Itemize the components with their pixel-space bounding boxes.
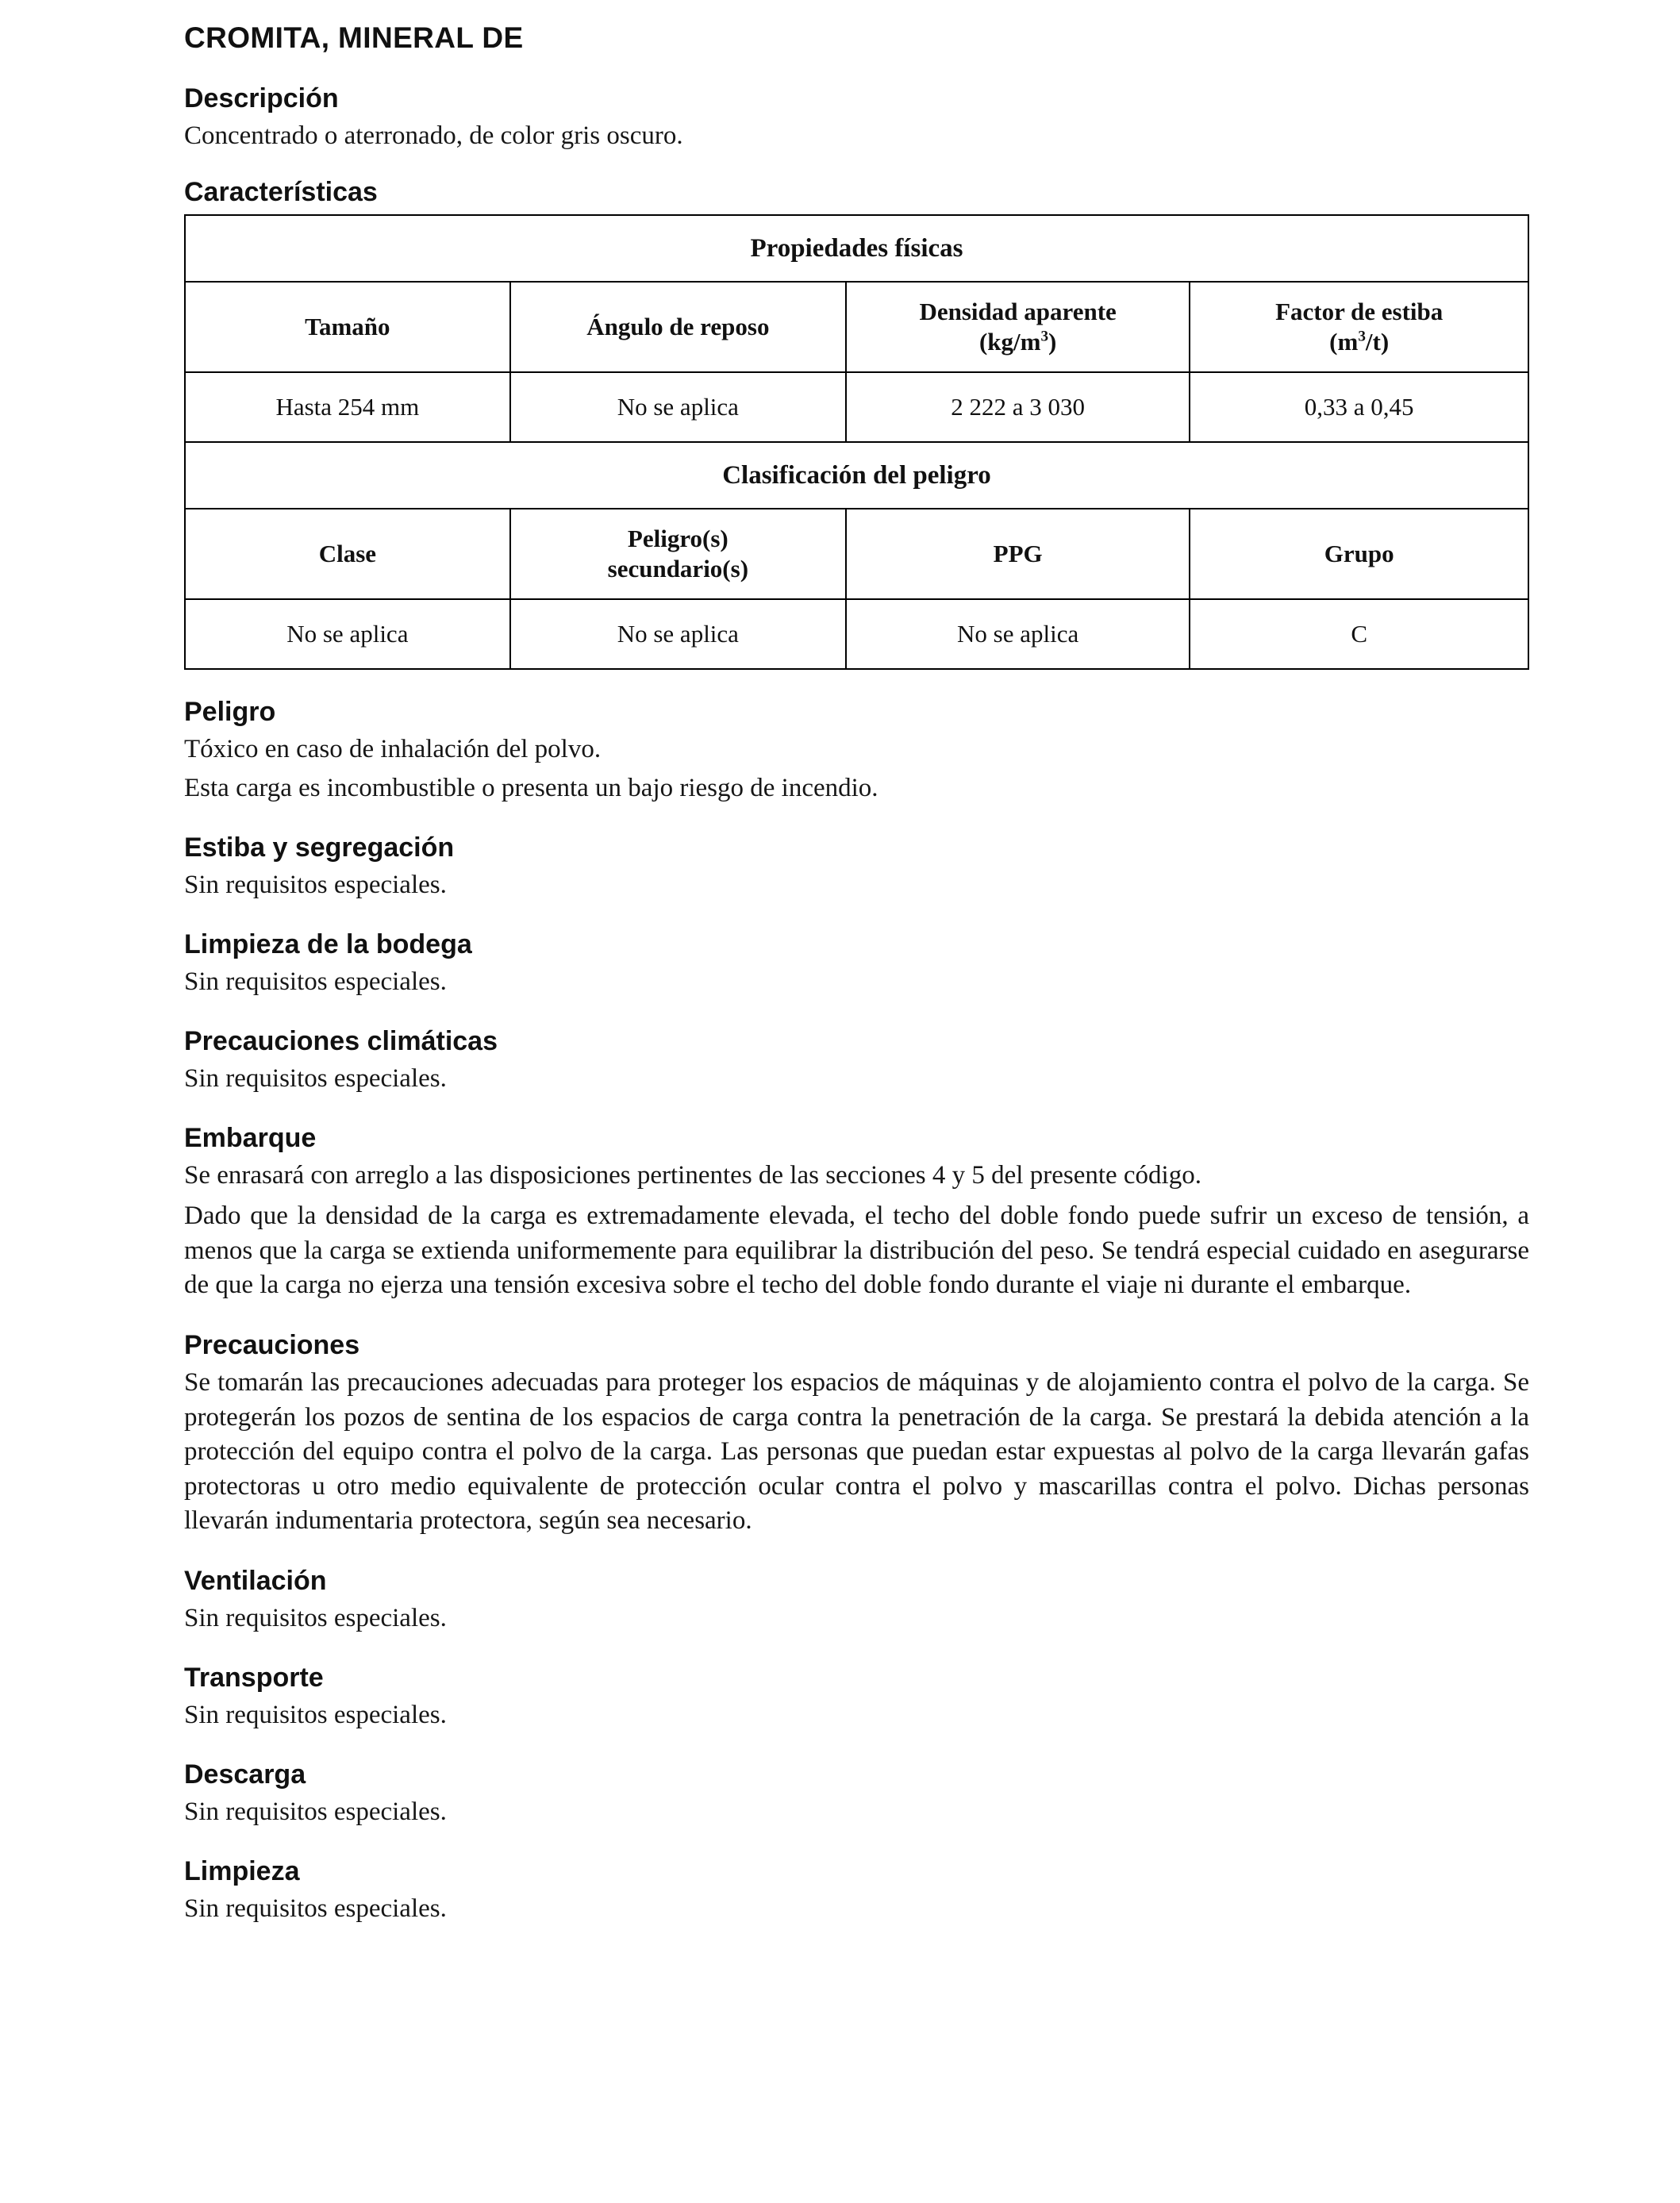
descarga-text: Sin requisitos especiales.: [184, 1797, 447, 1826]
limpieza-bodega-text: Sin requisitos especiales.: [184, 967, 447, 996]
precauciones-climaticas-text: Sin requisitos especiales.: [184, 1063, 447, 1093]
densidad-unit-pre: (kg/m: [978, 327, 1041, 356]
header-factor-line1: Factor de estiba: [1275, 297, 1444, 325]
factor-unit-post: /t): [1365, 327, 1390, 356]
densidad-unit-sup: 3: [1040, 328, 1049, 345]
section-limpieza: [184, 1856, 1529, 1926]
header-angulo-reposo: Ángulo de reposo: [510, 282, 846, 372]
header-factor-estiba: [1190, 282, 1528, 372]
section-heading-limpieza-bodega: Limpieza de la bodega: [184, 928, 472, 959]
table-row-physical-band: [185, 215, 1528, 282]
section-precauciones-climaticas: [184, 1026, 1529, 1096]
descripcion-text: Concentrado o aterronado, de color gris oscuro.: [184, 121, 683, 150]
section-peligro: [184, 697, 1529, 805]
section-heading-limpieza: Limpieza: [184, 1855, 300, 1886]
section-heading-precauciones-climaticas: Precauciones climáticas: [184, 1025, 498, 1056]
header-tamano: Tamaño: [185, 282, 510, 372]
value-angulo-reposo: No se aplica: [510, 372, 846, 442]
value-grupo: C: [1190, 599, 1528, 669]
section-precauciones: [184, 1330, 1529, 1539]
section-descripcion: [184, 83, 1529, 153]
embarque-paragraph-1: Se enrasará con arreglo a las disposiciones pertinentes de las secciones 4 y 5 del presente código.: [184, 1160, 1201, 1190]
peligro-line-1: Tóxico en caso de inhalación del polvo.: [184, 734, 602, 763]
header-peligro-secundario: [510, 509, 846, 599]
header-clase: Clase: [185, 509, 510, 599]
section-heading-precauciones: Precauciones: [184, 1329, 360, 1360]
section-limpieza-bodega: [184, 929, 1529, 999]
section-heading-ventilacion: Ventilación: [184, 1565, 327, 1596]
section-heading-descarga: Descarga: [184, 1759, 306, 1790]
factor-unit-pre: (m: [1329, 327, 1359, 356]
section-heading-peligro: Peligro: [184, 696, 276, 727]
peligro-line-2: Esta carga es incombustible o presenta un bajo riesgo de incendio.: [184, 773, 878, 802]
section-heading-estiba-segregacion: Estiba y segregación: [184, 832, 455, 863]
table-row-hazard-values: [185, 599, 1528, 669]
section-heading-transporte: Transporte: [184, 1662, 324, 1693]
table-row-hazard-band: [185, 442, 1528, 509]
table-row-physical-values: [185, 372, 1528, 442]
value-densidad-aparente: 2 222 a 3 030: [846, 372, 1190, 442]
section-embarque: [184, 1123, 1529, 1303]
section-heading-descripcion: Descripción: [184, 83, 339, 113]
value-ppg: No se aplica: [846, 599, 1190, 669]
header-densidad-unit: [979, 328, 1056, 356]
header-peligro-sec-line2: secundario(s): [607, 554, 749, 582]
header-densidad-aparente: [846, 282, 1190, 372]
section-ventilacion: [184, 1566, 1529, 1636]
table-row-physical-headers: [185, 282, 1528, 372]
value-peligro-secundario: No se aplica: [510, 599, 846, 669]
estiba-segregacion-text: Sin requisitos especiales.: [184, 870, 447, 899]
section-heading-embarque: Embarque: [184, 1122, 317, 1153]
ventilacion-text: Sin requisitos especiales.: [184, 1603, 447, 1632]
value-factor-estiba: 0,33 a 0,45: [1190, 372, 1528, 442]
embarque-paragraph-2: Dado que la densidad de la carga es extremadamente elevada, el techo del doble fondo puede sufrir un exceso de tensión, a menos que la carga se extienda uniformemente para equilibrar la distribución del peso. Se tendrá especial cuidado en asegurarse de que la carga no ejerza una tensión excesiva sobre el techo del doble fondo durante el viaje ni durante el embarque.: [184, 1201, 1529, 1300]
section-caracteristicas: [184, 177, 1529, 670]
factor-unit-sup: 3: [1358, 328, 1366, 345]
header-factor-unit: [1329, 328, 1389, 356]
value-clase: No se aplica: [185, 599, 510, 669]
section-estiba-segregacion: [184, 832, 1529, 902]
section-descarga: [184, 1759, 1529, 1829]
physical-properties-band: Propiedades físicas: [185, 215, 1528, 282]
section-transporte: [184, 1663, 1529, 1732]
header-densidad-line1: Densidad aparente: [919, 297, 1117, 325]
limpieza-text: Sin requisitos especiales.: [184, 1894, 447, 1923]
header-ppg: PPG: [846, 509, 1190, 599]
section-heading-caracteristicas: Características: [184, 176, 378, 207]
header-peligro-sec-line1: Peligro(s): [627, 524, 729, 552]
characteristics-table: [184, 214, 1529, 670]
hazard-classification-band: Clasificación del peligro: [185, 442, 1528, 509]
precauciones-paragraph-1: Se tomarán las precauciones adecuadas para proteger los espacios de máquinas y de alojamiento contra el polvo de la carga. Se protegerán los pozos de sentina de los espacios de carga contra la penetración de la carga. Se prestará la debida atención a la protección del equipo contra el polvo de la carga. Las personas que puedan estar expuestas al polvo de la carga llevarán gafas protectoras u otro medio equivalente de protección ocular contra el polvo y mascarillas contra el polvo. Dichas personas llevarán indumentaria protectora, según sea necesario.: [184, 1367, 1529, 1536]
page-title: CROMITA, MINERAL DE: [184, 21, 524, 54]
densidad-unit-post: ): [1048, 327, 1057, 356]
transporte-text: Sin requisitos especiales.: [184, 1700, 447, 1729]
table-row-hazard-headers: [185, 509, 1528, 599]
header-grupo: Grupo: [1190, 509, 1528, 599]
value-tamano: Hasta 254 mm: [185, 372, 510, 442]
